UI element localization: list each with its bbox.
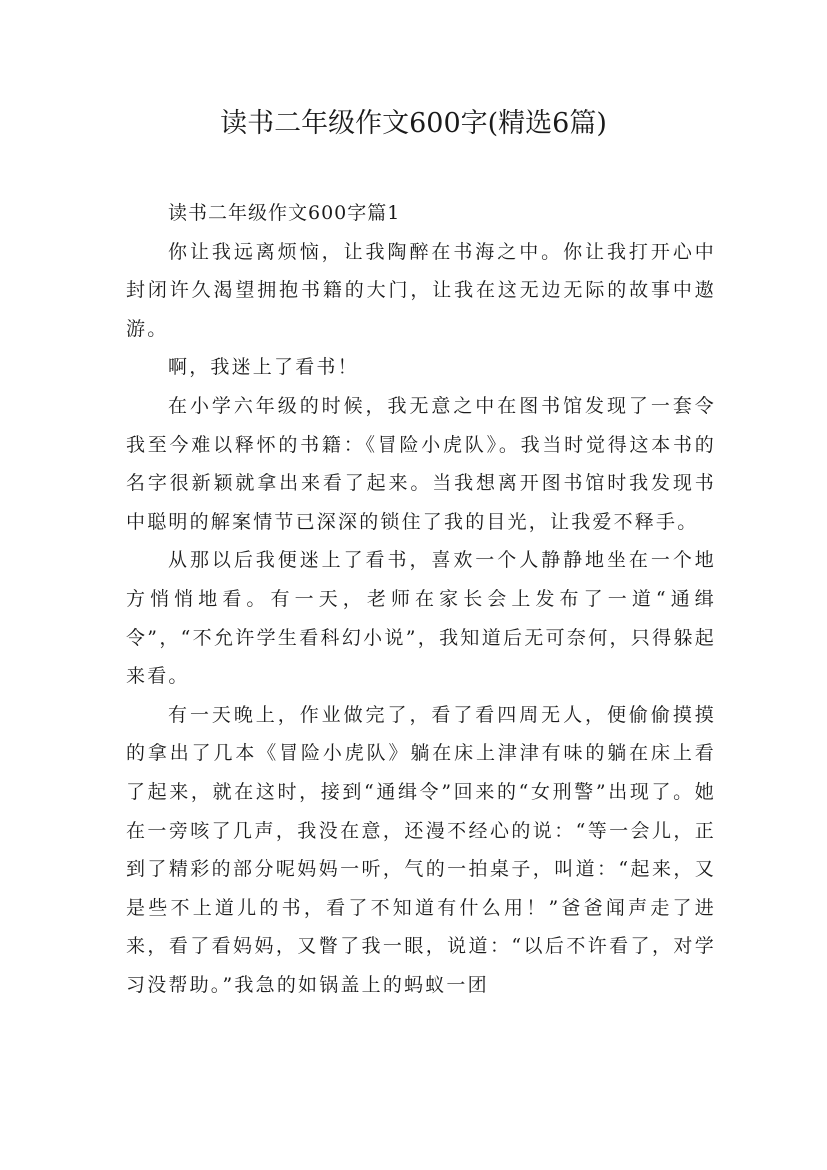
paragraph-5: 有一天晚上，作业做完了，看了看四周无人，便偷偷摸摸的拿出了几本《冒险小虎队》躺在床上津津有味的躺在床上看了起来，就在这时，接到“通缉令”回来的“女刑警”出现了。她在一旁咳了几声，我没在意，还漫不经心的说：“等一会儿，正到了精彩的部分呢妈妈一听，气的一拍桌子，叫道：“起来，又是些不上道儿的书，看了不知道有什么用！”爸爸闻声走了进来，看了看妈妈，又瞥了我一眼，说道：“以后不许看了，对学习没帮助。”我急的如锅盖上的蚂蚁一团 [126,703,716,996]
paragraph-2: 啊，我迷上了看书！ [168,356,359,379]
document-title: 读书二年级作文600字(精选6篇) [220,108,607,139]
section-heading: 读书二年级作文600字篇1 [168,202,401,224]
paragraph-4: 从那以后我便迷上了看书，喜欢一个人静静地坐在一个地方悄悄地看。有一天，老师在家长会上发布了一道“通缉令”，“不允许学生看科幻小说”，我知道后无可奈何，只得躲起来看。 [126,549,716,688]
paragraph-3: 在小学六年级的时候，我无意之中在图书馆发现了一套令我至今难以释怀的书籍：《冒险小虎队》。我当时觉得这本书的名字很新颖就拿出来看了起来。当我想离开图书馆时我发现书中聪明的解案情节已深深的锁住了我的目光，让我爱不释手。 [126,394,716,533]
paragraph-1: 你让我远离烦恼，让我陶醉在书海之中。你让我打开心中封闭许久渴望拥抱书籍的大门，让我在这无边无际的故事中遨游。 [126,240,716,340]
document-body [126,194,716,1004]
